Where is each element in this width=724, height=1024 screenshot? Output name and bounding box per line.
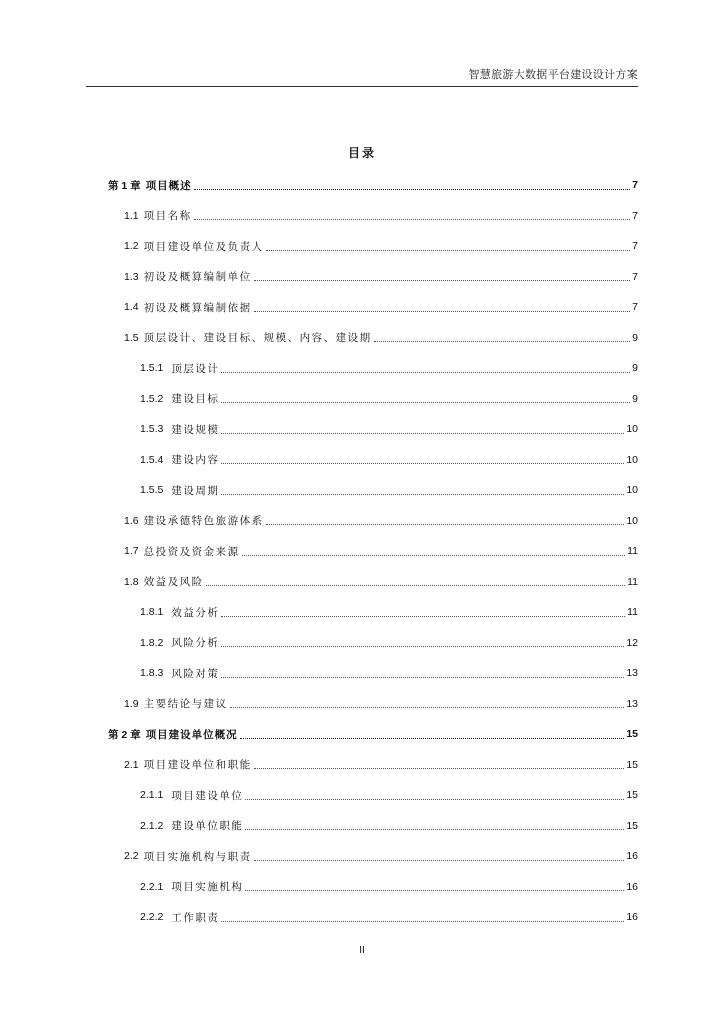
toc-dot-leader bbox=[254, 860, 625, 861]
toc-entry-page: 9 bbox=[632, 362, 638, 375]
toc-section-entry[interactable] bbox=[108, 475, 638, 506]
toc-entry-page: 10 bbox=[626, 453, 638, 466]
toc-entry-number: 2.2 bbox=[124, 850, 139, 863]
toc-entry-title: 建设内容 bbox=[171, 454, 220, 467]
footer-page-number: II bbox=[359, 945, 365, 956]
toc-section-entry[interactable] bbox=[108, 902, 638, 933]
toc-entry-title: 初设及概算编制依据 bbox=[143, 301, 252, 314]
toc-section-entry[interactable] bbox=[108, 567, 638, 598]
toc-entry-title: 项目建设单位 bbox=[171, 789, 244, 802]
toc-entry-page: 10 bbox=[626, 423, 638, 436]
toc-dot-leader bbox=[194, 189, 630, 190]
toc-dot-leader bbox=[266, 250, 631, 251]
header-divider bbox=[86, 86, 638, 87]
toc-entry-number: 1.5 bbox=[124, 331, 139, 344]
toc-entry-page: 7 bbox=[632, 209, 638, 222]
toc-entry-number: 1.5.5 bbox=[140, 484, 164, 497]
toc-entry-page: 7 bbox=[632, 301, 638, 314]
toc-entry-page: 10 bbox=[626, 514, 638, 527]
toc-entry-page: 13 bbox=[626, 667, 638, 680]
toc-entry-title: 顶层设计、建设目标、规模、内容、建设期 bbox=[143, 332, 372, 345]
toc-dot-leader bbox=[221, 494, 624, 495]
toc-dot-leader bbox=[240, 738, 625, 739]
toc-entry-page: 15 bbox=[626, 728, 638, 741]
toc-dot-leader bbox=[245, 829, 624, 830]
toc-entry-number: 第 1 章 bbox=[108, 179, 141, 192]
toc-entry-page: 10 bbox=[626, 484, 638, 497]
toc-section-entry[interactable] bbox=[108, 780, 638, 811]
toc-entry-title: 建设规模 bbox=[171, 423, 220, 436]
toc-entry-title: 项目名称 bbox=[143, 210, 192, 223]
toc-entry-number: 1.5.1 bbox=[140, 362, 164, 375]
toc-entry-page: 15 bbox=[626, 758, 638, 771]
toc-dot-leader bbox=[221, 616, 625, 617]
toc-section-entry[interactable] bbox=[108, 231, 638, 262]
toc-title: 目录 bbox=[347, 146, 376, 160]
toc-dot-leader bbox=[242, 555, 625, 556]
toc-entry-number: 1.5.2 bbox=[140, 392, 164, 405]
toc-dot-leader bbox=[254, 311, 631, 312]
toc-entry-page: 15 bbox=[626, 819, 638, 832]
toc-entry-title: 项目建设单位概况 bbox=[145, 728, 238, 741]
toc-entry-number: 1.3 bbox=[124, 270, 139, 283]
toc-entry-title: 效益分析 bbox=[171, 606, 220, 619]
toc-entry-page: 7 bbox=[632, 240, 638, 253]
toc-section-entry[interactable] bbox=[108, 872, 638, 903]
toc-entry-number: 2.1.2 bbox=[140, 819, 164, 832]
toc-chapter-entry[interactable] bbox=[108, 719, 638, 750]
toc-entry-title: 建设承德特色旅游体系 bbox=[143, 515, 264, 528]
toc-entry-title: 项目实施机构与职责 bbox=[143, 850, 252, 863]
toc-entry-number: 1.8.1 bbox=[140, 606, 164, 619]
toc-section-entry[interactable] bbox=[108, 689, 638, 720]
toc-entry-title: 建设单位职能 bbox=[171, 820, 244, 833]
toc-dot-leader bbox=[374, 341, 631, 342]
toc-entry-title: 建设目标 bbox=[171, 393, 220, 406]
toc-entry-number: 2.1 bbox=[124, 758, 139, 771]
toc-entry-title: 项目实施机构 bbox=[171, 881, 244, 894]
toc-entry-page: 7 bbox=[632, 179, 638, 192]
toc-entry-page: 11 bbox=[627, 575, 638, 588]
toc-section-entry[interactable] bbox=[108, 201, 638, 232]
toc-section-entry[interactable] bbox=[108, 811, 638, 842]
toc-dot-leader bbox=[221, 402, 630, 403]
toc-section-entry[interactable] bbox=[108, 597, 638, 628]
toc-entry-page: 15 bbox=[626, 789, 638, 802]
toc-dot-leader bbox=[221, 433, 624, 434]
toc-dot-leader bbox=[230, 707, 625, 708]
toc-entry-title: 项目建设单位和职能 bbox=[143, 759, 252, 772]
toc-entry-number: 1.2 bbox=[124, 240, 139, 253]
toc-section-entry[interactable] bbox=[108, 536, 638, 567]
toc-entry-title: 主要结论与建议 bbox=[143, 698, 228, 711]
toc-entry-page: 13 bbox=[626, 697, 638, 710]
toc-dot-leader bbox=[254, 280, 631, 281]
toc-dot-leader bbox=[206, 585, 625, 586]
toc-entry-page: 7 bbox=[632, 270, 638, 283]
toc-entry-page: 16 bbox=[626, 850, 638, 863]
toc-dot-leader bbox=[266, 524, 625, 525]
toc-entry-number: 第 2 章 bbox=[108, 728, 141, 741]
toc-section-entry[interactable] bbox=[108, 323, 638, 354]
toc-entry-number: 2.1.1 bbox=[140, 789, 164, 802]
toc-section-entry[interactable] bbox=[108, 414, 638, 445]
toc-entry-title: 工作职责 bbox=[171, 911, 220, 924]
toc-entry-title: 风险对策 bbox=[171, 667, 220, 680]
toc-entry-page: 16 bbox=[626, 880, 638, 893]
toc-section-entry[interactable] bbox=[108, 445, 638, 476]
toc-section-entry[interactable] bbox=[108, 292, 638, 323]
toc-entry-page: 11 bbox=[627, 606, 638, 619]
toc-entry-page: 9 bbox=[632, 331, 638, 344]
toc-entry-number: 1.9 bbox=[124, 697, 139, 710]
toc-entry-page: 11 bbox=[627, 545, 638, 558]
toc-entry-number: 1.8.2 bbox=[140, 636, 164, 649]
toc-entry-number: 1.8 bbox=[124, 575, 139, 588]
toc-entry-number: 1.5.3 bbox=[140, 423, 164, 436]
toc-entry-number: 2.2.1 bbox=[140, 880, 164, 893]
toc-entry-title: 建设周期 bbox=[171, 484, 220, 497]
toc-dot-leader bbox=[221, 463, 624, 464]
toc-section-entry[interactable] bbox=[108, 384, 638, 415]
running-header-title: 智慧旅游大数据平台建设设计方案 bbox=[468, 68, 638, 81]
toc-entry-title: 顶层设计 bbox=[171, 362, 220, 375]
toc-entry-title: 效益及风险 bbox=[143, 576, 204, 589]
toc-chapter-entry[interactable] bbox=[108, 170, 638, 201]
toc-entry-number: 1.5.4 bbox=[140, 453, 164, 466]
toc-entry-title: 项目建设单位及负责人 bbox=[143, 240, 264, 253]
toc-entry-number: 1.4 bbox=[124, 301, 139, 314]
toc-dot-leader bbox=[221, 372, 630, 373]
toc-dot-leader bbox=[245, 799, 624, 800]
toc-dot-leader bbox=[194, 219, 631, 220]
toc-entry-title: 总投资及资金来源 bbox=[143, 545, 240, 558]
toc-dot-leader bbox=[221, 646, 624, 647]
toc-entry-number: 1.8.3 bbox=[140, 667, 164, 680]
toc-section-entry[interactable] bbox=[108, 506, 638, 537]
toc-entry-number: 1.6 bbox=[124, 514, 139, 527]
toc-dot-leader bbox=[221, 921, 624, 922]
toc-entry-page: 12 bbox=[626, 636, 638, 649]
toc-section-entry[interactable] bbox=[108, 628, 638, 659]
toc-entry-title: 初设及概算编制单位 bbox=[143, 271, 252, 284]
toc-dot-leader bbox=[221, 677, 624, 678]
toc-dot-leader bbox=[245, 890, 624, 891]
toc-entry-title: 项目概述 bbox=[145, 179, 192, 192]
toc-section-entry[interactable] bbox=[108, 841, 638, 872]
toc-entry-title: 风险分析 bbox=[171, 637, 220, 650]
toc-entry-number: 1.7 bbox=[124, 545, 139, 558]
table-of-contents bbox=[108, 170, 638, 933]
toc-dot-leader bbox=[254, 768, 625, 769]
toc-entry-page: 16 bbox=[626, 911, 638, 924]
toc-entry-page: 9 bbox=[632, 392, 638, 405]
toc-section-entry[interactable] bbox=[108, 658, 638, 689]
toc-section-entry[interactable] bbox=[108, 262, 638, 293]
toc-entry-number: 1.1 bbox=[124, 209, 139, 222]
toc-entry-number: 2.2.2 bbox=[140, 911, 164, 924]
toc-section-entry[interactable] bbox=[108, 750, 638, 781]
toc-section-entry[interactable] bbox=[108, 353, 638, 384]
